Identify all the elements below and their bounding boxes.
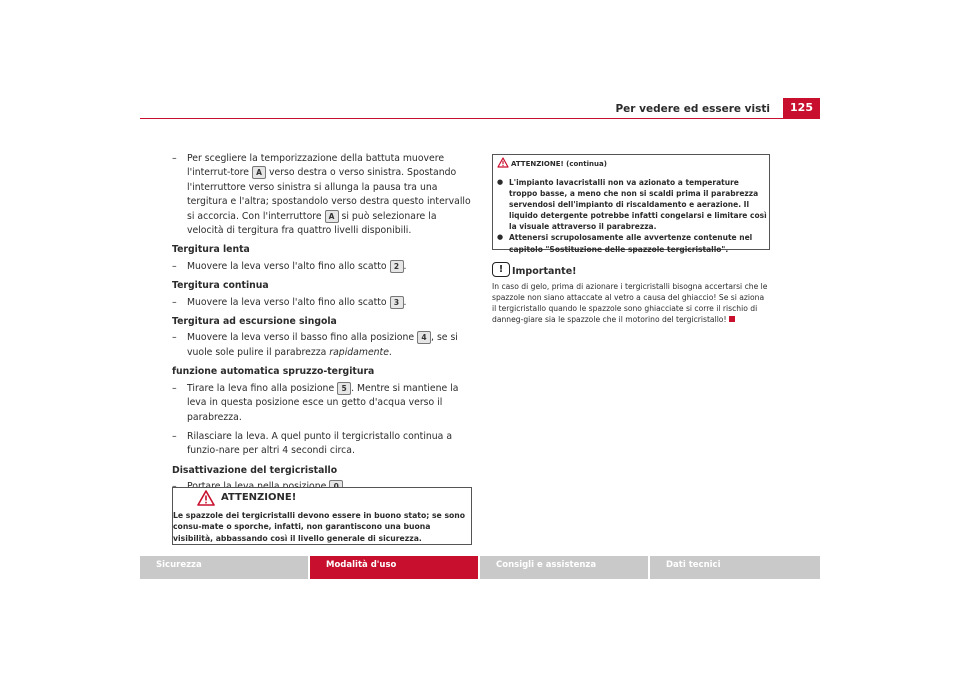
header-rule — [140, 118, 820, 119]
warning-continued-title: ATTENZIONE! (continua) — [511, 160, 607, 168]
heading-tergitura-lenta: Tergitura lenta — [172, 244, 250, 256]
warning-continued-box — [492, 154, 770, 254]
text: , se si vuole sole pulire il parabrezza — [187, 332, 458, 358]
instruction-lenta — [172, 260, 472, 274]
end-square-icon — [729, 316, 735, 322]
text: In caso di gelo, prima di azionare i tergicristalli bisogna accertarsi che le spazzole non siano attaccate al vetro a causa del ghiaccio! Se si aziona il tergicristallo quando le spazzole sono ghiacciate si corre il rischio di danneg-giare sia le spazzole che il motorino del tergicristallo! — [492, 282, 768, 325]
tab-dati-tecnici[interactable]: Dati tecnici — [650, 556, 820, 579]
warning-box — [172, 487, 472, 545]
text: Tirare la leva fino alla posizione — [187, 382, 338, 394]
instruction-continua — [172, 296, 472, 310]
emphasis: rapidamente — [329, 346, 389, 358]
important-header — [492, 262, 768, 280]
key-3-icon: 3 — [390, 296, 404, 309]
page-title: Per vedere ed essere visti — [615, 103, 770, 115]
key-2-icon: 2 — [390, 260, 404, 273]
tab-modalita-uso[interactable]: Modalità d'uso — [310, 556, 478, 579]
key-a-icon: A — [325, 210, 339, 223]
warning-continued-text — [495, 177, 767, 255]
key-a-icon: A — [252, 166, 266, 179]
text: . — [388, 346, 392, 358]
left-column — [172, 152, 472, 500]
text: Muovere la leva verso l'alto fino allo scatto — [187, 260, 390, 272]
warning-title: ATTENZIONE! — [221, 492, 297, 503]
text: . — [403, 296, 407, 308]
warning-header — [173, 488, 471, 506]
important-text — [492, 281, 768, 325]
footer-nav — [140, 556, 820, 579]
tab-consigli-assistenza[interactable]: Consigli e assistenza — [480, 556, 648, 579]
instruction-spruzzo-1 — [172, 382, 472, 425]
warning-triangle-icon — [497, 157, 509, 170]
warning-text: Le spazzole dei tergicristalli devono essere in buono stato; se sono consu-mate o sporche, infatti, non garantiscono una buona visibilità, abbassando così il livello generale di sicurezza. — [173, 511, 466, 543]
heading-disattivazione: Disattivazione del tergicristallo — [172, 464, 338, 476]
bullet-item: ● L'impianto lavacristalli non va azionato a temperature troppo basse, a meno che non si scaldi prima il parabrezza servendosi dell'impianto di riscaldamento e aerazione. Il liquido detergente potrebbe infatti congelarsi e limitare così la visuale attraverso il parabrezza. — [495, 177, 767, 232]
warning-triangle-icon — [197, 490, 215, 509]
important-title: Importante! — [512, 266, 577, 277]
key-5-icon: 5 — [337, 382, 351, 395]
important-note — [492, 262, 768, 325]
instruction-temporizzazione — [172, 152, 472, 238]
heading-tergitura-continua: Tergitura continua — [172, 280, 269, 292]
key-4-icon: 4 — [417, 331, 431, 344]
exclamation-icon: ! — [492, 262, 510, 277]
instruction-spruzzo-2: – Rilasciare la leva. A quel punto il tergicristallo continua a funzio-nare per altri 4 secondi circa. — [172, 430, 472, 459]
text: . Mentre si mantiene la leva in questa posizione esce un getto d'acqua verso il parabrezza. — [187, 382, 459, 423]
warning-continued-header — [493, 155, 769, 171]
heading-spruzzo-tergitura: funzione automatica spruzzo-tergitura — [172, 366, 375, 378]
heading-escursione-singola: Tergitura ad escursione singola — [172, 316, 337, 328]
bullet-item: ● Attenersi scrupolosamente alle avvertenze contenute nel capitolo "Sostituzione delle spazzole tergicristallo". — [495, 232, 767, 254]
tab-sicurezza[interactable]: Sicurezza — [140, 556, 308, 579]
instruction-singola — [172, 331, 472, 360]
text: Muovere la leva verso il basso fino alla posizione — [187, 332, 418, 344]
text: Muovere la leva verso l'alto fino allo scatto — [187, 296, 390, 308]
text: . — [403, 260, 407, 272]
text: Per scegliere la temporizzazione della battuta muovere l'interrut-tore — [187, 153, 445, 179]
page-number: 125 — [783, 98, 820, 118]
text: verso destra o verso sinistra. Spostando l'interruttore verso sinistra si allunga la pausa tra una tergitura e l'altra; spostandolo verso destra questo intervallo si accorcia. Con l'interruttore — [187, 167, 471, 222]
text: si può selezionare la velocità di tergitura fra quattro livelli disponibili. — [187, 210, 437, 237]
